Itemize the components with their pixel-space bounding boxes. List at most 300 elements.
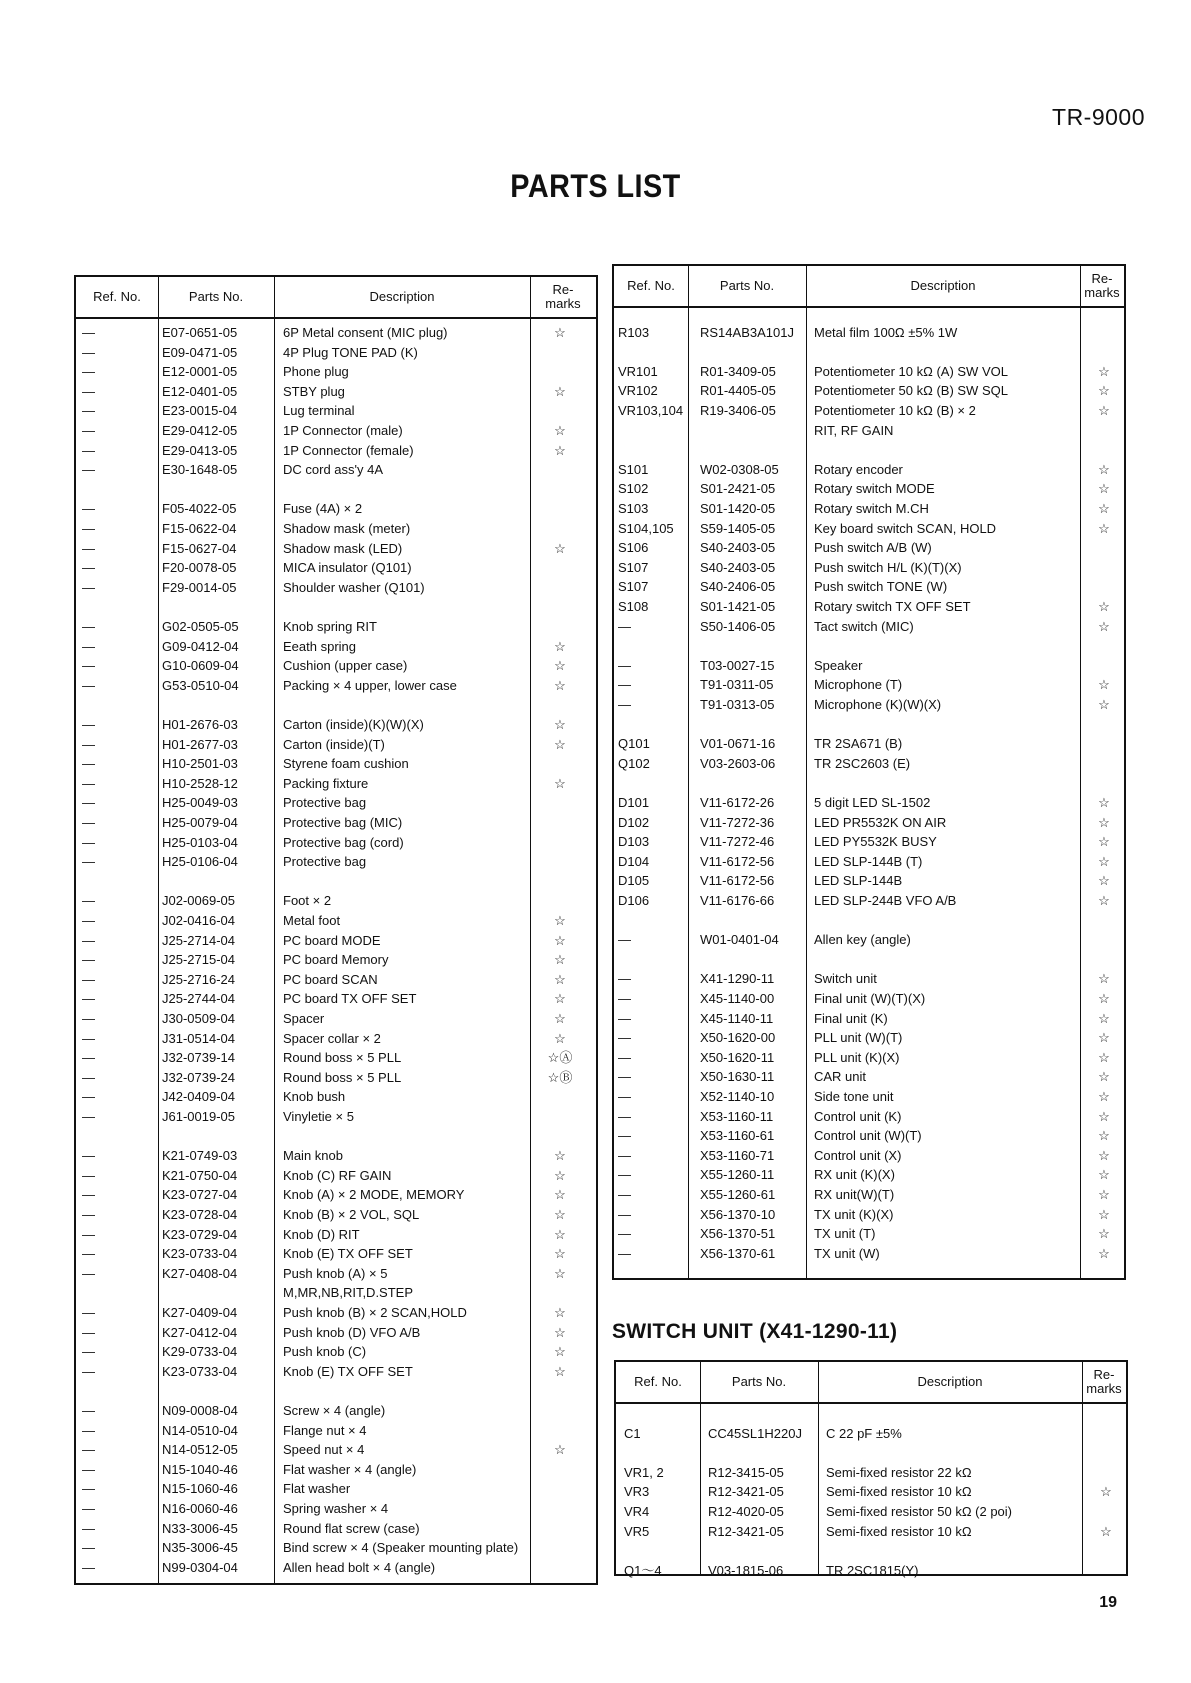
- row-remarks: ☆: [554, 1167, 566, 1183]
- table-row: [76, 1166, 596, 1185]
- header-description: Description: [917, 1374, 983, 1389]
- row-description: Protective bag: [283, 795, 367, 811]
- row-description: Control unit (W)(T): [814, 1128, 922, 1144]
- row-description: TR 2SC2603 (E): [814, 755, 911, 771]
- row-description: Key board switch SCAN, HOLD: [814, 520, 997, 536]
- row-parts-no: R12-3421-05: [708, 1523, 784, 1539]
- row-parts-no: H01-2677-03: [162, 736, 238, 752]
- table-row: [614, 577, 1124, 596]
- row-remarks: ☆: [554, 913, 566, 928]
- row-parts-no: S40-2403-05: [700, 559, 776, 575]
- row-parts-no: N09-0008-04: [162, 1403, 238, 1418]
- row-parts-no: S40-2406-05: [700, 579, 776, 595]
- table-row: [616, 1443, 1126, 1462]
- table-row: [614, 950, 1124, 969]
- row-ref-no: —: [618, 991, 631, 1006]
- parts-table-left: [74, 275, 598, 1585]
- row-description: RX unit (K)(X): [814, 1167, 895, 1183]
- row-description: LED SLP-144B: [814, 873, 903, 889]
- row-remarks: ☆: [554, 1011, 566, 1026]
- table-row: [76, 931, 596, 950]
- row-description: Potentiometer 50 kΩ (B) SW SQL: [814, 383, 1008, 399]
- row-remarks: ☆: [554, 1363, 566, 1379]
- row-description: Push switch A/B (W): [814, 540, 932, 556]
- row-remarks: ☆: [1098, 814, 1110, 830]
- row-ref-no: D102: [618, 814, 650, 830]
- table-row: [614, 636, 1124, 655]
- row-parts-no: E23-0015-04: [162, 403, 238, 419]
- table-row: [76, 1264, 596, 1283]
- row-ref-no: —: [82, 1246, 95, 1262]
- row-ref-no: —: [82, 442, 95, 458]
- row-description: Shadow mask (meter): [283, 521, 411, 536]
- row-description: 1P Connector (female): [283, 442, 414, 458]
- row-remarks: ☆: [554, 1442, 566, 1458]
- row-ref-no: D105: [618, 873, 650, 889]
- table-row: [76, 1538, 596, 1557]
- row-remarks: ☆Ⓑ: [547, 1069, 573, 1085]
- table-row: [76, 499, 596, 518]
- table-row: [616, 1424, 1126, 1443]
- row-ref-no: —: [82, 403, 95, 419]
- row-ref-no: —: [618, 657, 631, 673]
- table-row: [614, 852, 1124, 871]
- table-row: [76, 343, 596, 362]
- row-remarks: ☆: [1098, 1245, 1110, 1261]
- row-parts-no: R12-4020-05: [708, 1504, 784, 1519]
- row-ref-no: —: [82, 1540, 95, 1556]
- row-ref-no: —: [82, 1363, 95, 1379]
- table-row: [614, 499, 1124, 518]
- row-description: PC board TX OFF SET: [283, 991, 417, 1007]
- row-parts-no: X50-1620-00: [700, 1030, 776, 1046]
- row-description: PC board SCAN: [283, 971, 378, 987]
- table-row: [614, 754, 1124, 773]
- row-parts-no: E29-0412-05: [162, 423, 238, 438]
- table-row: [616, 1522, 1126, 1541]
- table-row: [76, 1127, 596, 1146]
- row-parts-no: J25-2716-24: [162, 971, 235, 987]
- row-ref-no: —: [82, 344, 95, 360]
- row-parts-no: X55-1260-61: [700, 1187, 776, 1202]
- header-ref-no: Ref. No.: [93, 289, 141, 304]
- row-parts-no: S01-2421-05: [700, 481, 776, 497]
- row-parts-no: F15-0622-04: [162, 521, 237, 536]
- row-parts-no: K23-0727-04: [162, 1187, 238, 1203]
- row-description: Microphone (K)(W)(X): [814, 697, 942, 712]
- row-parts-no: X53-1160-61: [700, 1128, 775, 1144]
- table-row: [76, 754, 596, 773]
- table-row: [76, 1146, 596, 1165]
- row-description: Flange nut × 4: [283, 1422, 367, 1438]
- row-parts-no: H25-0103-04: [162, 834, 238, 850]
- row-description: Round flat screw (case): [283, 1520, 420, 1536]
- table-row: [76, 1068, 596, 1087]
- table-row: [76, 872, 596, 891]
- row-remarks: ☆: [1098, 853, 1110, 869]
- row-description: Round boss × 5 PLL: [283, 1069, 402, 1085]
- table-row: [614, 715, 1124, 734]
- table-row: [614, 303, 1124, 322]
- row-description: Spacer: [283, 1011, 325, 1026]
- row-parts-no: X45-1140-00: [700, 991, 775, 1006]
- row-remarks: ☆: [1098, 461, 1110, 477]
- row-parts-no: N33-3006-45: [162, 1520, 238, 1536]
- row-parts-no: G53-0510-04: [162, 677, 239, 693]
- table-row: [76, 617, 596, 636]
- row-ref-no: —: [618, 1128, 631, 1144]
- table-row: [614, 989, 1124, 1008]
- row-parts-no: J32-0739-14: [162, 1050, 235, 1066]
- row-parts-no: K23-0733-04: [162, 1363, 238, 1379]
- table-row: [76, 774, 596, 793]
- row-remarks: ☆: [1098, 1010, 1110, 1026]
- row-description: Rotary switch M.CH: [814, 501, 929, 516]
- row-parts-no: E29-0413-05: [162, 442, 238, 458]
- parts-table-right: [612, 264, 1126, 1280]
- row-description: Allen key (angle): [814, 932, 911, 948]
- row-ref-no: —: [82, 1148, 95, 1164]
- row-description: Bind screw × 4 (Speaker mounting plate): [283, 1540, 519, 1556]
- row-ref-no: —: [618, 1226, 631, 1242]
- row-ref-no: —: [82, 540, 95, 556]
- row-description: Push knob (A) × 5: [283, 1265, 388, 1281]
- row-description: 6P Metal consent (MIC plug): [283, 325, 448, 340]
- table-row: [616, 1561, 1126, 1580]
- table-row: [614, 342, 1124, 361]
- table-row: [614, 891, 1124, 910]
- row-description: Round boss × 5 PLL: [283, 1050, 402, 1066]
- row-ref-no: —: [82, 815, 95, 830]
- row-ref-no: VR103,104: [618, 403, 684, 418]
- row-parts-no: R12-3415-05: [708, 1464, 784, 1480]
- row-description: Carton (inside)(T): [283, 736, 385, 752]
- table-row: [614, 832, 1124, 851]
- row-parts-no: N15-1060-46: [162, 1481, 238, 1497]
- table-row: [76, 1401, 596, 1420]
- table-row: [76, 1185, 596, 1204]
- table-row: [76, 637, 596, 656]
- row-ref-no: C1: [624, 1425, 641, 1441]
- table-row: [76, 833, 596, 852]
- row-parts-no: S01-1420-05: [700, 501, 776, 516]
- row-remarks: ☆: [554, 736, 566, 752]
- table-row: [76, 401, 596, 420]
- row-remarks: ☆: [1098, 1187, 1110, 1202]
- table-row: [76, 1421, 596, 1440]
- row-ref-no: —: [82, 1324, 95, 1340]
- row-remarks: ☆: [554, 1187, 566, 1203]
- row-description: Knob (D) RIT: [283, 1226, 360, 1242]
- table-row: [616, 1482, 1126, 1501]
- table-row: [614, 401, 1124, 420]
- table-row: [614, 1224, 1124, 1243]
- row-description: Final unit (W)(T)(X): [814, 991, 926, 1006]
- table-row: [614, 1126, 1124, 1145]
- row-parts-no: J02-0069-05: [162, 893, 235, 909]
- table-row: [614, 597, 1124, 616]
- row-remarks: ☆: [554, 677, 566, 693]
- table-row: [76, 1460, 596, 1479]
- row-description: Semi-fixed resistor 10 kΩ: [826, 1523, 972, 1539]
- row-parts-no: V11-7272-46: [700, 834, 775, 850]
- row-description: Knob (C) RF GAIN: [283, 1167, 392, 1183]
- row-description: Switch unit: [814, 971, 877, 987]
- row-description: TX unit (T): [814, 1226, 876, 1242]
- row-remarks: ☆: [1100, 1484, 1112, 1500]
- row-parts-no: X53-1160-11: [700, 1108, 774, 1124]
- row-parts-no: F20-0078-05: [162, 560, 237, 576]
- table-row: [616, 1502, 1126, 1521]
- row-remarks: ☆: [554, 1030, 566, 1046]
- row-ref-no: VR4: [624, 1504, 650, 1519]
- row-ref-no: VR5: [624, 1523, 650, 1539]
- row-description: Flat washer: [283, 1481, 351, 1497]
- header-remarks: Re- marks: [545, 282, 581, 311]
- table-row: [614, 421, 1124, 440]
- row-description: Speed nut × 4: [283, 1442, 365, 1458]
- row-remarks: ☆Ⓐ: [547, 1050, 573, 1066]
- row-parts-no: K23-0728-04: [162, 1207, 238, 1222]
- row-description: PLL unit (W)(T): [814, 1030, 903, 1046]
- row-parts-no: F05-4022-05: [162, 501, 237, 517]
- table-row: [614, 1107, 1124, 1126]
- row-ref-no: —: [618, 1049, 631, 1065]
- table-row: [76, 519, 596, 538]
- row-description: TX unit (K)(X): [814, 1206, 894, 1222]
- table-row: [614, 381, 1124, 400]
- row-description: Knob (B) × 2 VOL, SQL: [283, 1207, 420, 1222]
- row-remarks: ☆: [1098, 697, 1110, 712]
- row-parts-no: V03-2603-06: [700, 755, 776, 771]
- table-row: [76, 735, 596, 754]
- table-row: [614, 734, 1124, 753]
- row-parts-no: T91-0311-05: [700, 677, 774, 693]
- row-remarks: ☆: [554, 423, 566, 438]
- row-ref-no: —: [82, 736, 95, 752]
- row-ref-no: —: [82, 952, 95, 968]
- row-description: Rotary encoder: [814, 461, 903, 477]
- row-remarks: ☆: [1098, 1030, 1110, 1046]
- row-parts-no: V11-7272-36: [700, 814, 775, 830]
- row-ref-no: —: [82, 383, 95, 399]
- row-remarks: ☆: [1098, 1206, 1110, 1222]
- table-row: [76, 911, 596, 930]
- table-row: [76, 1283, 596, 1302]
- table-row: [614, 1185, 1124, 1204]
- table-row: [76, 323, 596, 342]
- row-description: Carton (inside)(K)(W)(X): [283, 717, 424, 732]
- row-parts-no: X50-1630-11: [700, 1069, 775, 1085]
- row-parts-no: R12-3421-05: [708, 1484, 784, 1500]
- row-description: Main knob: [283, 1148, 343, 1164]
- row-parts-no: E09-0471-05: [162, 344, 238, 360]
- row-remarks: ☆: [1098, 618, 1110, 634]
- row-parts-no: R19-3406-05: [700, 403, 776, 418]
- row-description: Semi-fixed resistor 50 kΩ (2 poi): [826, 1504, 1012, 1519]
- row-description: PC board Memory: [283, 952, 389, 968]
- row-ref-no: —: [618, 1089, 631, 1104]
- table-row: [614, 323, 1124, 342]
- row-ref-no: —: [618, 932, 631, 948]
- table-row: [76, 852, 596, 871]
- row-description: Push switch H/L (K)(T)(X): [814, 559, 962, 575]
- table-row: [76, 1440, 596, 1459]
- row-remarks: ☆: [1100, 1523, 1112, 1539]
- row-ref-no: —: [618, 677, 631, 693]
- row-ref-no: —: [618, 1147, 631, 1163]
- row-remarks: ☆: [554, 971, 566, 987]
- row-remarks: ☆: [554, 1207, 566, 1222]
- row-ref-no: —: [82, 521, 95, 536]
- row-ref-no: —: [618, 697, 631, 712]
- switch-unit-heading: SWITCH UNIT (X41-1290-11): [612, 1320, 898, 1343]
- row-remarks: ☆: [554, 1324, 566, 1340]
- switch-unit-table: [614, 1360, 1128, 1576]
- row-remarks: ☆: [554, 1344, 566, 1360]
- row-parts-no: J25-2715-04: [162, 952, 235, 968]
- row-parts-no: G09-0412-04: [162, 638, 239, 654]
- row-description: Packing × 4 upper, lower case: [283, 677, 457, 693]
- row-ref-no: S104,105: [618, 520, 674, 536]
- row-ref-no: D104: [618, 853, 650, 869]
- row-description: Control unit (X): [814, 1147, 902, 1163]
- table-row: [614, 930, 1124, 949]
- table-row: [76, 1558, 596, 1577]
- row-ref-no: —: [82, 1481, 95, 1497]
- header-ref-no: Ref. No.: [634, 1374, 682, 1389]
- row-parts-no: H01-2676-03: [162, 717, 238, 732]
- table-row: [614, 1028, 1124, 1047]
- row-description: Speaker: [814, 657, 863, 673]
- row-ref-no: —: [82, 932, 95, 948]
- row-parts-no: RS14AB3A101J: [700, 324, 794, 340]
- row-remarks: ☆: [1098, 520, 1110, 536]
- header-remarks: Re- marks: [1084, 271, 1120, 300]
- row-parts-no: N35-3006-45: [162, 1540, 238, 1556]
- row-description: Rotary switch TX OFF SET: [814, 599, 971, 614]
- row-ref-no: —: [82, 364, 95, 380]
- table-row: [614, 1067, 1124, 1086]
- row-description: PC board MODE: [283, 932, 381, 948]
- table-row: [76, 695, 596, 714]
- row-ref-no: —: [618, 971, 631, 987]
- row-ref-no: D106: [618, 893, 650, 908]
- row-parts-no: H25-0106-04: [162, 854, 238, 870]
- row-parts-no: J42-0409-04: [162, 1089, 235, 1105]
- row-remarks: ☆: [554, 540, 566, 556]
- table-row: [76, 1342, 596, 1361]
- row-description: Phone plug: [283, 364, 349, 380]
- row-ref-no: S101: [618, 461, 649, 477]
- row-ref-no: —: [82, 1501, 95, 1516]
- row-remarks: ☆: [554, 1148, 566, 1164]
- row-description: Packing fixture: [283, 775, 369, 791]
- row-description: LED PY5532K BUSY: [814, 834, 937, 850]
- row-description: Protective bag (MIC): [283, 815, 403, 830]
- row-description: Push knob (D) VFO A/B: [283, 1324, 421, 1340]
- table-row: [76, 656, 596, 675]
- table-row: [614, 813, 1124, 832]
- table-row: [614, 440, 1124, 459]
- row-remarks: ☆: [554, 717, 566, 732]
- table-row: [76, 1519, 596, 1538]
- row-ref-no: —: [82, 991, 95, 1007]
- row-description: RIT, RF GAIN: [814, 422, 894, 438]
- table-row: [76, 676, 596, 695]
- row-remarks: ☆: [554, 952, 566, 968]
- row-description: Knob bush: [283, 1089, 346, 1105]
- row-remarks: ☆: [1098, 1108, 1110, 1124]
- row-parts-no: N14-0510-04: [162, 1422, 238, 1438]
- table-row: [616, 1404, 1126, 1423]
- row-parts-no: X52-1140-10: [700, 1089, 775, 1104]
- row-remarks: ☆: [1098, 363, 1110, 379]
- row-description: Knob (E) TX OFF SET: [283, 1363, 413, 1379]
- row-ref-no: —: [82, 1265, 95, 1281]
- row-description: Metal foot: [283, 913, 341, 928]
- table-row: [614, 675, 1124, 694]
- row-description: Potentiometer 10 kΩ (A) SW VOL: [814, 363, 1008, 379]
- row-ref-no: —: [82, 560, 95, 576]
- row-remarks: ☆: [554, 1265, 566, 1281]
- row-description: C 22 pF ±5%: [826, 1425, 902, 1441]
- row-description: Cushion (upper case): [283, 658, 408, 674]
- header-parts-no: Parts No.: [719, 278, 775, 293]
- row-parts-no: X56-1370-10: [700, 1206, 776, 1222]
- row-ref-no: D103: [618, 834, 650, 850]
- row-parts-no: S50-1406-05: [700, 618, 776, 634]
- table-row: [614, 969, 1124, 988]
- row-description: 5 digit LED SL-1502: [814, 795, 931, 810]
- row-ref-no: S106: [618, 540, 649, 556]
- table-header: [616, 1362, 1126, 1404]
- row-ref-no: —: [82, 893, 95, 909]
- row-ref-no: Q1～4: [624, 1562, 662, 1578]
- row-description: Rotary switch MODE: [814, 481, 935, 497]
- row-parts-no: E30-1648-05: [162, 462, 238, 478]
- header-description: Description: [910, 278, 976, 293]
- row-parts-no: X55-1260-11: [700, 1167, 775, 1183]
- row-parts-no: S59-1405-05: [700, 520, 776, 536]
- row-remarks: ☆: [1098, 677, 1110, 693]
- row-remarks: ☆: [554, 1246, 566, 1262]
- row-parts-no: K23-0733-04: [162, 1246, 238, 1262]
- row-description: DC cord ass'y 4A: [283, 462, 384, 478]
- row-ref-no: —: [82, 638, 95, 654]
- row-parts-no: X56-1370-51: [700, 1226, 776, 1242]
- row-parts-no: J25-2714-04: [162, 932, 235, 948]
- table-row: [614, 479, 1124, 498]
- row-ref-no: —: [82, 501, 95, 517]
- table-row: [614, 617, 1124, 636]
- row-ref-no: —: [82, 1011, 95, 1026]
- table-row: [76, 578, 596, 597]
- row-ref-no: Q101: [618, 736, 650, 752]
- table-row: [614, 1087, 1124, 1106]
- row-parts-no: N99-0304-04: [162, 1559, 238, 1575]
- row-remarks: ☆: [1098, 1147, 1110, 1163]
- row-description: TX unit (W): [814, 1245, 880, 1261]
- row-remarks: ☆: [1098, 795, 1110, 810]
- table-row: [76, 1479, 596, 1498]
- header-ref-no: Ref. No.: [627, 278, 675, 293]
- row-parts-no: K21-0750-04: [162, 1167, 238, 1183]
- row-remarks: ☆: [1098, 1049, 1110, 1065]
- row-ref-no: —: [82, 1403, 95, 1418]
- table-row: [614, 1244, 1124, 1263]
- row-remarks: ☆: [1098, 834, 1110, 850]
